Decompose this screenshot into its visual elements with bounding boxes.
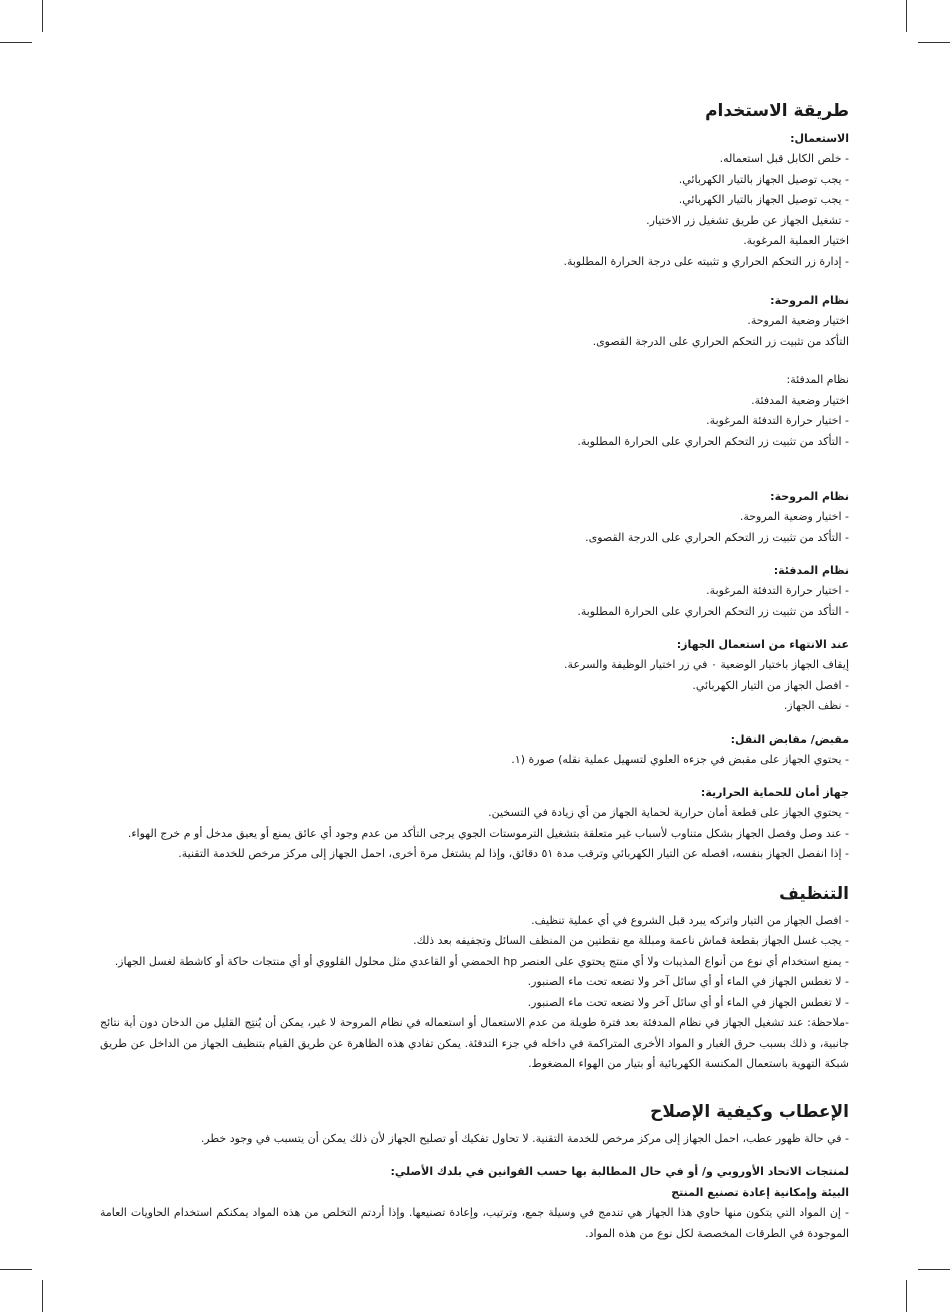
cleaning-title: التنظيف [779, 883, 849, 904]
fan-line: التأكد من تثبيت زر التحكم الحراري على الدرجة القصوى. [592, 334, 849, 348]
fan-line: اختيار وضعية المروحة. [747, 314, 849, 327]
document-page [100, 100, 849, 1244]
repair-title: الإعطاب وكيفية الإصلاح [650, 1101, 849, 1122]
repair-line: - في حالة ظهور عطب، احمل الجهاز إلى مركز مرخص للخدمة التقنية. لا تحاول تفكيك أو تصليح الجهاز لأن ذلك يمكن أن يتسبب في وجود خطر. [200, 1131, 849, 1145]
environment-text: - إن المواد التي يتكون منها حاوي هذا الجهاز هي تندمج في وسيلة جمع، وترتيب، وإعادة تصنيعها. وإذا أردتم التخلص من هذه المواد يمكنكم استخدام الحاويات العامة الموجودة في الطرقات المخصصة لكل نوع من هذه المواد. [100, 1206, 849, 1240]
operation-line: - إدارة زر التحكم الحراري و تثبيته على درجة الحرارة المطلوبة. [563, 254, 849, 268]
finish-line: إيقاف الجهاز باختيار الوضعية ٠ في زر اختيار الوظيفة والسرعة. [564, 658, 849, 671]
handle-heading: مقبض/ مقابض النقل: [730, 732, 849, 746]
operation-line: اختيار العملية المرغوبة. [743, 234, 849, 247]
cleaning-line: - يجب غسل الجهاز بقطعة قماش ناعمة ومبللة مع نقطتين من المنظف السائل وتجفيفه بعد ذلك. [413, 934, 849, 947]
fan-line: - التأكد من تثبيت زر التحكم الحراري على الدرجة القصوى. [585, 530, 849, 544]
operation-line: - يجب توصيل الجهاز بالتيار الكهربائي. [678, 172, 849, 186]
crop-mark [0, 42, 32, 43]
operation-line: - خلص الكابل قبل استعماله. [719, 152, 849, 165]
operation-line: - تشغيل الجهاز عن طريق تشغيل زر الاختيار. [646, 213, 849, 227]
safety-line: - يحتوي الجهاز على قطعة أمان حرارية لحماية الجهاز من أي زيادة في التسخين. [488, 806, 849, 819]
cleaning-line: - لا تغطس الجهاز في الماء أو أي سائل آخر ولا تضعه تحت ماء الصنبور. [527, 975, 849, 988]
crop-mark [918, 1269, 950, 1270]
operation-line: - يجب توصيل الجهاز بالتيار الكهربائي. [678, 193, 849, 206]
crop-mark [906, 0, 907, 32]
safety-heading: جهاز أمان للحماية الحرارية: [700, 786, 849, 799]
cleaning-line: - يمنع استخدام أي نوع من أنواع المذيبات ولا أي منتج يحتوي على العنصر hp الحمضي أو القاعدي مثل محلول القلووي أو أي منتجات حاكة أو كاشطة لغسل الجهاز. [114, 954, 849, 968]
fan-line: - اختيار وضعية المروحة. [739, 510, 849, 523]
cleaning-line: - افصل الجهاز من التيار واتركه يبرد قبل الشروع في أي عملية تنظيف. [531, 913, 849, 927]
crop-mark [906, 1280, 907, 1312]
fan-heading: نظام المروحة: [770, 490, 849, 503]
heater-line: - اختيار حرارة التدفئة المرغوبة. [706, 584, 849, 597]
safety-line: - عند وصل وفصل الجهاز بشكل متناوب لأسباب غير متعلقة بتشغيل الترموستات الجوي يرجى التأكد من عدم وجود أي عائق يمنع أو يعيق مدخل أو م خرج الهواء. [127, 826, 849, 840]
cleaning-line: - لا تغطس الجهاز في الماء أو أي سائل آخر ولا تضعه تحت ماء الصنبور. [527, 995, 849, 1009]
cleaning-note: -ملاحظة: عند تشغيل الجهاز في نظام المدفئة بعد فترة طويلة من عدم الاستعمال أو استعماله في نظام المروحة لا غير، يمكن أن يُنتِج القليل من الدخان دون أية نتائج جانبية، و ذلك بسبب حرق الغبار و المواد الأخرى المتراكمة في داخله في جزء التدفئة. يمكن تفادي هذه الظاهرة عن طريق القيام بتنظيف الجهاز من الداخل عن طريق شبكة التهوية باستعمال المكنسة الكهربائية أو بتيار من الهواء المضغوط. [100, 1016, 849, 1070]
usage-title: طريقة الاستخدام [705, 101, 849, 121]
eu-heading: لمنتجات الاتحاد الأوروبي و/ أو في حال المطالبة بها حسب القوانين في بلدك الأصلي: [390, 1165, 849, 1178]
crop-mark [0, 1269, 32, 1270]
operation-heading: الاستعمال: [790, 132, 849, 145]
safety-line: - إذا انفصل الجهاز بنفسه، افصله عن التيار الكهربائي وترقب مدة ٥١ دقائق، وإذا لم يشتغل مرة أخرى، احمل الجهاز إلى مركز مرخص للخدمة التقنية. [178, 847, 849, 860]
finish-heading: عند الانتهاء من استعمال الجهاز: [676, 638, 849, 651]
handle-line: - يحتوي الجهاز على مقبض في جزءه العلوي لتسهيل عملية نقله) صورة (١. [511, 752, 849, 766]
fan-heading: نظام المروحة: [770, 294, 849, 307]
crop-mark [42, 1280, 43, 1312]
finish-line: - افصل الجهاز من التيار الكهربائي. [692, 678, 849, 692]
heater-line: - التأكد من تثبيت زر التحكم الحراري على الحرارة المطلوبة. [577, 434, 849, 448]
heater-line: اختيار وضعية المدفئة. [751, 393, 849, 407]
heater-line: - التأكد من تثبيت زر التحكم الحراري على الحرارة المطلوبة. [577, 604, 849, 618]
crop-mark [918, 42, 950, 43]
heater-heading: نظام المدفئة: [773, 564, 849, 577]
heater-line: - اختيار حرارة التدفئة المرغوبة. [706, 414, 849, 427]
crop-mark [42, 0, 43, 32]
finish-line: - نظف الجهاز. [783, 699, 849, 712]
environment-heading: البيئة وإمكانية إعادة تصنيع المنتج [671, 1186, 849, 1199]
heater-heading: نظام المدفئة: [786, 373, 849, 386]
